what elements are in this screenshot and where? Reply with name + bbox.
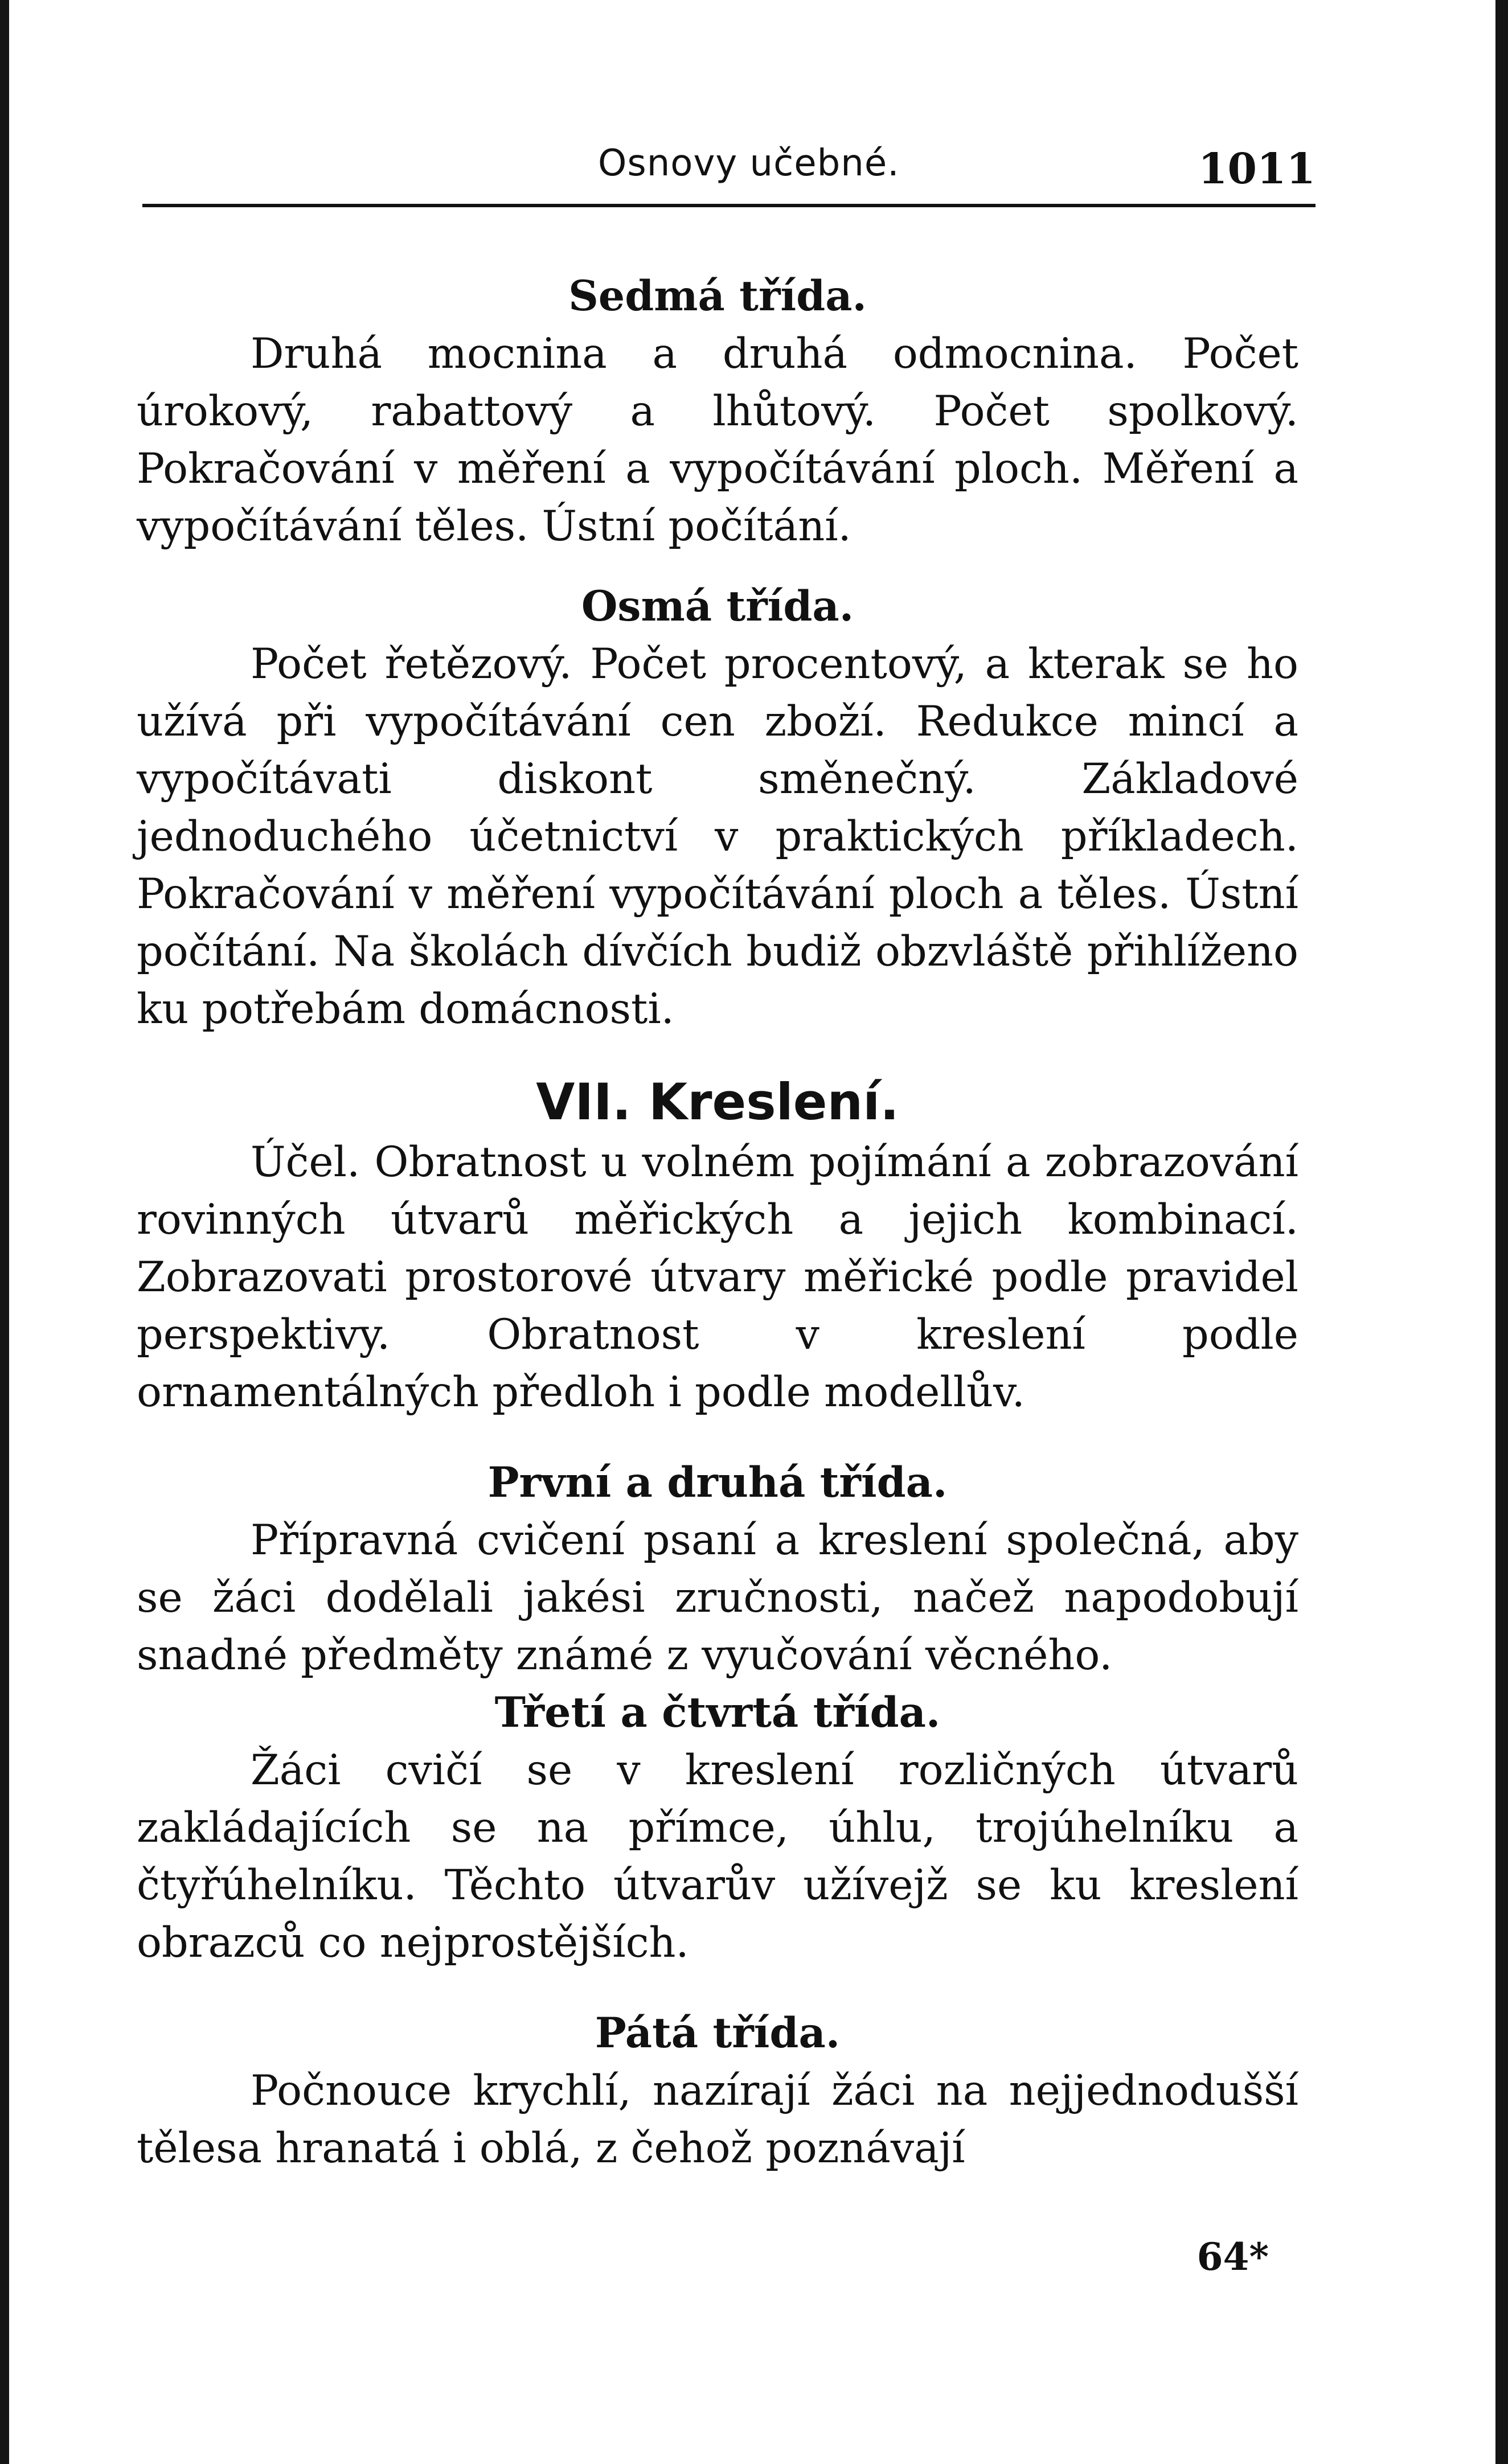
spacer — [137, 1038, 1298, 1071]
page-header — [142, 131, 1316, 199]
paragraph-kresleni: Účel. Obratnost u volném pojímání a zobrazování rovinných útvarů měřických a jejich kombinací. Zobrazovati prostorové útvary měřické podle pravidel perspektivy. Obratnost v kreslení podle ornamentálných předloh i podle modellův. — [137, 1138, 1298, 1416]
heading-pata-trida: Pátá třída. — [595, 2009, 841, 2058]
spacer — [137, 1972, 1298, 2005]
running-title: Osnovy učebné. — [598, 142, 900, 184]
header-rule — [142, 204, 1316, 207]
paragraph-osma-trida: Počet řetězový. Počet procentový, a kterak se ho užívá při vypočítávání cen zboží. Redukce mincí a vypočítávati diskont směnečný. Základové jednoduchého účetnictví v praktických příkladech. Pokračování v měření vypočítávání ploch a těles. Ústní počítání. Na školách dívčích budiž obzvláště přihlíženo ku potřebám domácnosti. — [137, 640, 1298, 1033]
paragraph-pata-trida: Počnouce krychlí, nazírají žáci na nejjednodušší tělesa hranatá i oblá, z čehož poznávají — [137, 2067, 1298, 2173]
scan-edge-left — [0, 0, 9, 2464]
heading-osma-trida: Osmá třída. — [581, 582, 854, 631]
scan-edge-right — [1495, 0, 1508, 2464]
heading-prvni-druha-trida: První a druhá třída. — [487, 1458, 948, 1507]
heading-treti-ctvrta-trida: Třetí a čtvrtá třída. — [494, 1688, 941, 1737]
page-number: 1011 — [1198, 145, 1316, 194]
paragraph-treti-ctvrta-trida: Žáci cvičí se v kreslení rozličných útvarů zakládajících se na přímce, úhlu, trojúhelníku a čtyřúhelníku. Těchto útvarův užívejž se ku kreslení obrazců co nejprostějších. — [137, 1746, 1298, 1967]
heading-kresleni: VII. Kreslení. — [536, 1073, 899, 1131]
page-body — [137, 268, 1298, 2177]
paragraph-prvni-druha-trida: Přípravná cvičení psaní a kreslení společná, aby se žáci dodělali jakési zručnosti, načež napodobují snadné předměty známé z vyučování věcného. — [137, 1516, 1298, 1679]
signature-mark: 64* — [1196, 2235, 1269, 2279]
spacer — [137, 1421, 1298, 1454]
heading-sedma-trida: Sedmá třída. — [568, 272, 867, 321]
paragraph-sedma-trida: Druhá mocnina a druhá odmocnina. Počet úrokový, rabattový a lhůtový. Počet spolkový. Pokračování v měření a vypočítávání ploch. Měření a vypočítávání těles. Ústní počítání. — [137, 330, 1298, 551]
spacer — [137, 555, 1298, 578]
